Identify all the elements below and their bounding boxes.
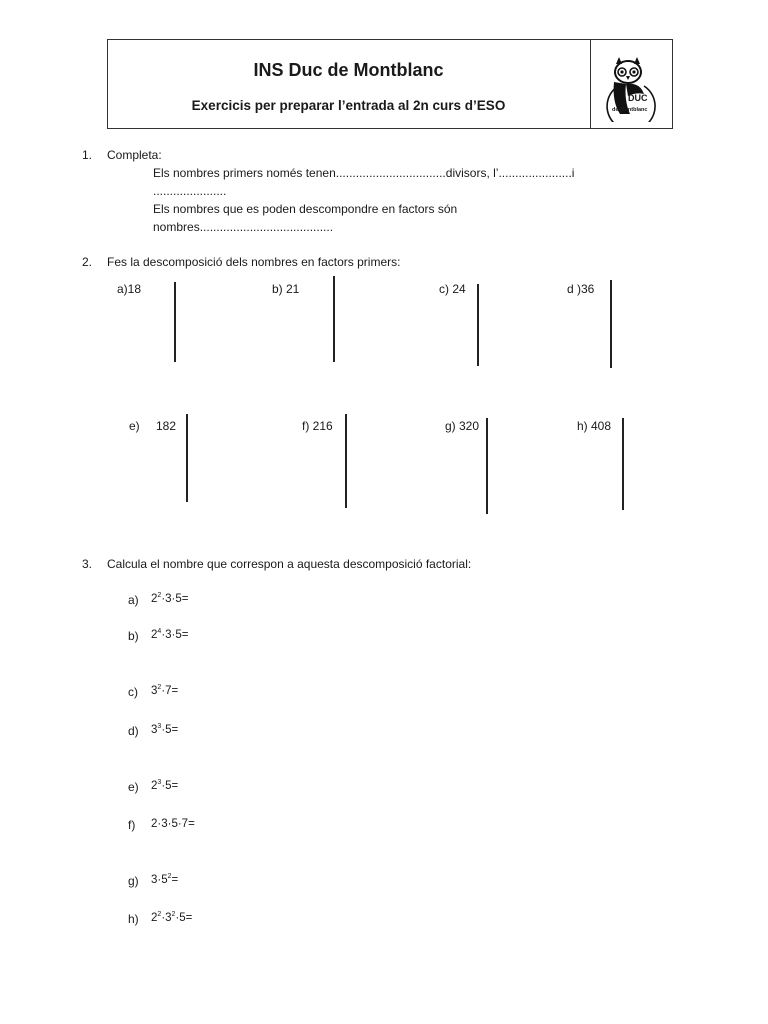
q3-item-e-label: e) <box>128 780 139 794</box>
q3-item-h-label: h) <box>128 912 139 926</box>
q1-line-3: Els nombres que es poden descompondre en factors són <box>153 202 458 216</box>
q3-title: Calcula el nombre que correspon a aquesta descomposició factorial: <box>107 557 472 571</box>
q3-item-c-expr: $3^2\cdot 7=$ <box>151 684 179 697</box>
division-line-f <box>345 414 347 508</box>
q2-number: 2. <box>82 255 93 269</box>
q2-item-c: c) 24 <box>439 282 466 296</box>
q2-item-e-value: 182 <box>156 419 177 433</box>
division-line-a <box>174 282 176 362</box>
q2-item-b: b) 21 <box>272 282 300 296</box>
division-line-b <box>333 276 335 362</box>
q2-item-d: d )36 <box>567 282 595 296</box>
q2-item-a: a)18 <box>117 282 142 296</box>
header-box <box>107 39 673 129</box>
q2-title: Fes la descomposició dels nombres en factors primers: <box>107 255 401 269</box>
q3-item-g-expr: $3\cdot 5^2=$ <box>151 873 179 886</box>
division-line-c <box>477 284 479 366</box>
logo-text-montblanc: de Montblanc <box>612 107 648 113</box>
division-line-e <box>186 414 188 502</box>
q1-number: 1. <box>82 148 93 162</box>
q3-item-d-label: d) <box>128 724 139 738</box>
division-line-d <box>610 280 612 368</box>
q3-item-f-label: f) <box>128 818 136 832</box>
q3-item-a-expr: $2^2\cdot 3\cdot 5=$ <box>151 592 189 605</box>
q2-item-f: f) 216 <box>302 419 333 433</box>
q3-item-h-expr: $2^2\cdot 3^2\cdot 5=$ <box>151 911 193 924</box>
q2-item-h: h) 408 <box>577 419 612 433</box>
q3-item-a-label: a) <box>128 593 139 607</box>
q2-item-g: g) 320 <box>445 419 480 433</box>
logo-text-duc: DUC <box>628 93 648 103</box>
q1-line-4: nombres........................................ <box>153 220 334 234</box>
q3-item-b-expr: $2^4\cdot 3\cdot 5=$ <box>151 628 189 641</box>
q1-line-2: ...................... <box>153 184 227 198</box>
q3-item-b-label: b) <box>128 629 139 643</box>
q3-item-f-expr: 2·3·5·7= <box>151 818 195 830</box>
q3-item-e-expr: $2^3\cdot 5=$ <box>151 779 179 792</box>
q1-title: Completa: <box>107 148 162 162</box>
division-line-h <box>622 418 624 510</box>
q2-item-e: e) <box>129 419 140 433</box>
school-name: INS Duc de Montblanc <box>253 60 444 80</box>
worksheet-subtitle: Exercicis per preparar l’entrada al 2n curs d’ESO <box>191 98 506 113</box>
q1-line-1: Els nombres primers només tenen.................................divisors, l’......................i <box>153 166 575 180</box>
division-line-g <box>486 418 488 514</box>
q3-item-c-label: c) <box>128 685 138 699</box>
q3-item-g-label: g) <box>128 874 139 888</box>
header-divider <box>590 39 591 129</box>
q3-number: 3. <box>82 557 93 571</box>
q3-item-d-expr: $3^3\cdot 5=$ <box>151 723 179 736</box>
